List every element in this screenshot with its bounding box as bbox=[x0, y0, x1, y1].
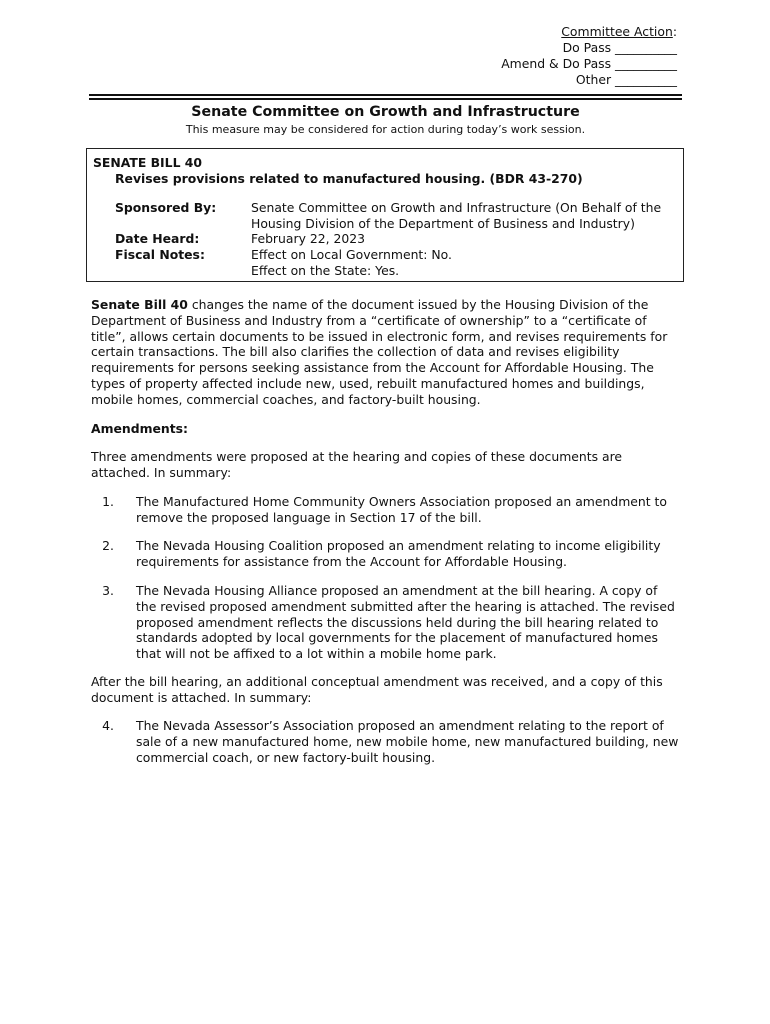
fiscal-local-value: Effect on Local Government: No. bbox=[251, 247, 452, 262]
committee-subtitle: This measure may be considered for action during today’s work session. bbox=[185, 123, 586, 136]
list-item-text: The Nevada Assessor’s Association proposed an amendment relating to the report of sale of a new manufactured home, new mobile home, new manufactured building, new commercial coach, or new factory-built housing. bbox=[136, 718, 679, 765]
after-hearing-paragraph: After the bill hearing, an additional conceptual amendment was received, and a copy of this document is attached. In summary: bbox=[91, 674, 663, 705]
amendments-intro: Three amendments were proposed at the hearing and copies of these documents are attached. In summary: bbox=[91, 449, 623, 480]
list-item-text: The Manufactured Home Community Owners Association proposed an amendment to remove the proposed language in Section 17 of the bill. bbox=[136, 494, 667, 525]
bill-number: SENATE BILL 40 bbox=[93, 155, 203, 170]
intro-text: changes the name of the document issued by the Housing Division of the Department of Business and Industry from a “certificate of ownership” to a “certificate of title”, allows certain documents to be issued in electronic form, and revises requirements for certain transactions. The bill also clarifies the collection of data and revises eligibility requirements for persons seeking assistance from the Account for Affordable Housing. The types of property affected include new, used, rebuilt manufactured homes and buildings, mobile homes, commercial coaches, and factory-built housing. bbox=[91, 297, 668, 407]
committee-action-colon: : bbox=[672, 24, 677, 39]
list-item-number: 3. bbox=[102, 583, 114, 598]
other-line: Other __________ bbox=[575, 72, 677, 87]
sponsored-by-value: Senate Committee on Growth and Infrastructure (On Behalf of the Housing Division of the Department of Business and Industry) bbox=[251, 200, 662, 231]
fiscal-notes-label: Fiscal Notes: bbox=[115, 247, 205, 262]
header-rule-bottom bbox=[89, 98, 682, 100]
list-item-number: 2. bbox=[102, 538, 114, 553]
intro-paragraph bbox=[91, 297, 683, 408]
bill-summary: Revises provisions related to manufactured housing. (BDR 43-270) bbox=[115, 171, 583, 186]
fiscal-state-value: Effect on the State: Yes. bbox=[251, 263, 400, 278]
list-item-number: 4. bbox=[102, 718, 114, 733]
intro-bill-ref: Senate Bill 40 bbox=[91, 297, 188, 312]
list-item-number: 1. bbox=[102, 494, 114, 509]
sponsored-by-label: Sponsored By: bbox=[115, 200, 217, 215]
list-item-text: The Nevada Housing Alliance proposed an amendment at the bill hearing. A copy of the revised proposed amendment submitted after the hearing is attached. The revised proposed amendment reflects the discussions held during the bill hearing related to standards adopted by local governments for the placement of manufactured homes that will not be affixed to a lot within a mobile home park. bbox=[136, 583, 675, 662]
committee-title: Senate Committee on Growth and Infrastructure bbox=[191, 104, 580, 120]
committee-action-header: Committee Action bbox=[561, 24, 673, 39]
date-heard-label: Date Heard: bbox=[115, 231, 200, 246]
committee-action-heading bbox=[501, 24, 677, 40]
do-pass-line: Do Pass __________ bbox=[562, 40, 677, 55]
committee-action-block bbox=[501, 24, 677, 88]
header-rule-top bbox=[89, 94, 682, 96]
amend-do-pass-line: Amend & Do Pass __________ bbox=[501, 56, 677, 71]
list-item-text: The Nevada Housing Coalition proposed an amendment relating to income eligibility requirements for assistance from the Account for Affordable Housing. bbox=[136, 538, 661, 569]
bill-summary-box bbox=[86, 148, 684, 282]
amendments-heading: Amendments: bbox=[91, 421, 188, 436]
date-heard-value: February 22, 2023 bbox=[251, 231, 366, 246]
